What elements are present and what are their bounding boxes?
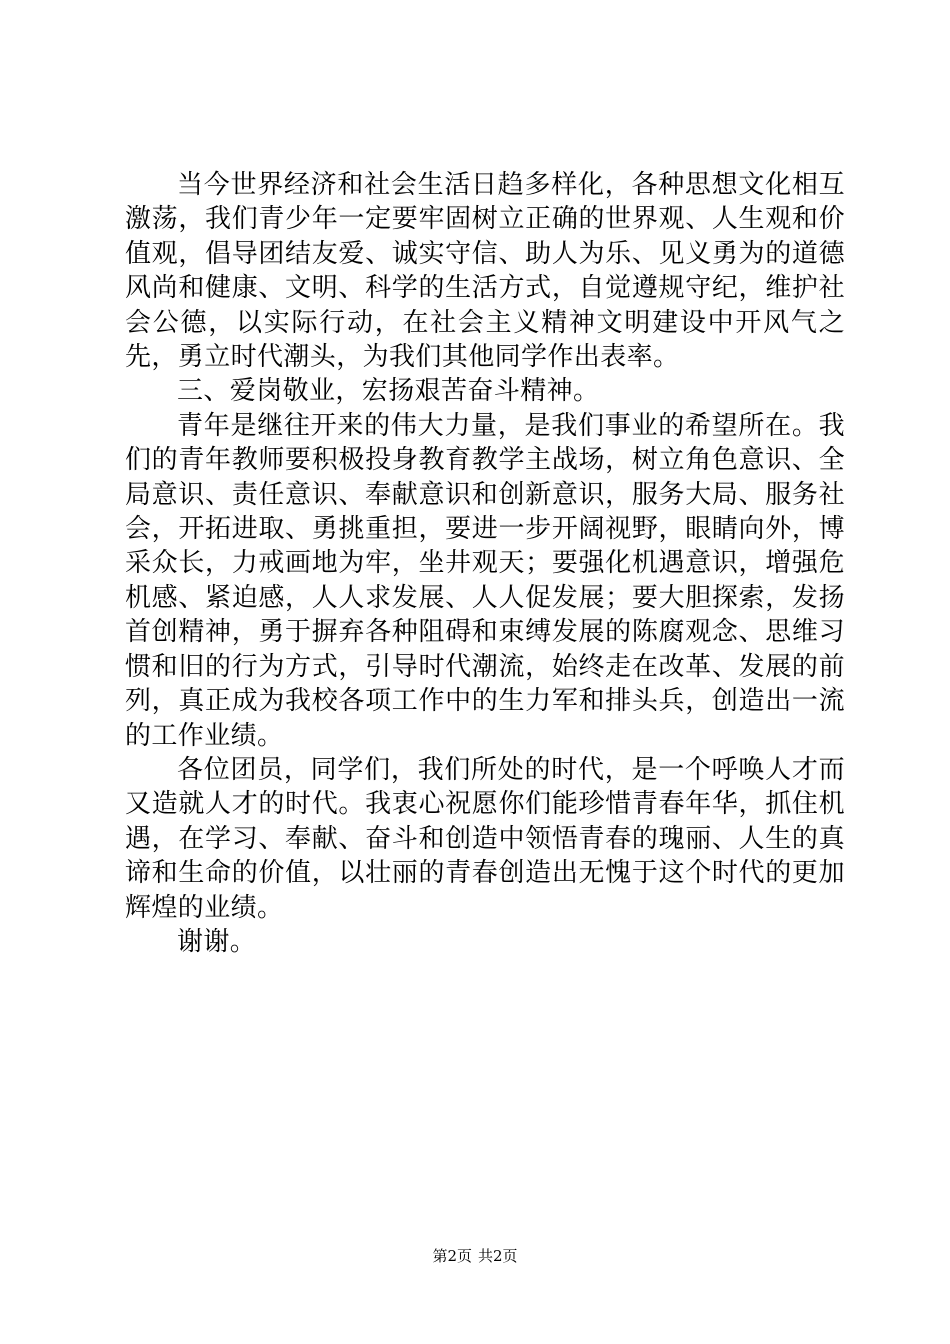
page-number-current: 第2页 bbox=[432, 1247, 472, 1265]
section-heading-three: 三、爱岗敬业，宏扬艰苦奋斗精神。 bbox=[177, 376, 600, 407]
document-body bbox=[125, 168, 845, 959]
paragraph-values: 当今世界经济和社会生活日趋多样化，各种思想文化相互激荡，我们青少年一定要牢固树立正确的世界观、人生观和价值观，倡导团结友爱、诚实守信、助人为乐、见义勇为的道德风尚和健康、文明、科学的生活方式，自觉遵规守纪，维护社会公德，以实际行动，在社会主义精神文明建设中开风气之先，勇立时代潮头，为我们其他同学作出表率。 bbox=[125, 170, 845, 373]
paragraph-thanks: 谢谢。 bbox=[177, 926, 257, 957]
paragraph-closing-wishes: 各位团员，同学们，我们所处的时代，是一个呼唤人才而又造就人才的时代。我衷心祝愿你们能珍惜青春年华，抓住机遇，在学习、奉献、奋斗和创造中领悟青春的瑰丽、人生的真谛和生命的价值，以壮丽的青春创造出无愧于这个时代的更加辉煌的业绩。 bbox=[125, 754, 845, 923]
paragraph-young-teachers: 青年是继往开来的伟大力量，是我们事业的希望所在。我们的青年教师要积极投身教育教学主战场，树立角色意识、全局意识、责任意识、奉献意识和创新意识，服务大局、服务社会，开拓进取、勇挑重担，要进一步开阔视野，眼睛向外，博采众长，力戒画地为牢，坐井观天；要强化机遇意识，增强危机感、紧迫感，人人求发展、人人促发展；要大胆探索，发扬首创精神，勇于摒弃各种阻碍和束缚发展的陈腐观念、思维习惯和旧的行为方式，引导时代潮流，始终走在改革、发展的前列，真正成为我校各项工作中的生力军和排头兵，创造出一流的工作业绩。 bbox=[125, 410, 845, 751]
page-number-total: 共2页 bbox=[478, 1247, 518, 1265]
page-footer bbox=[0, 1246, 950, 1266]
